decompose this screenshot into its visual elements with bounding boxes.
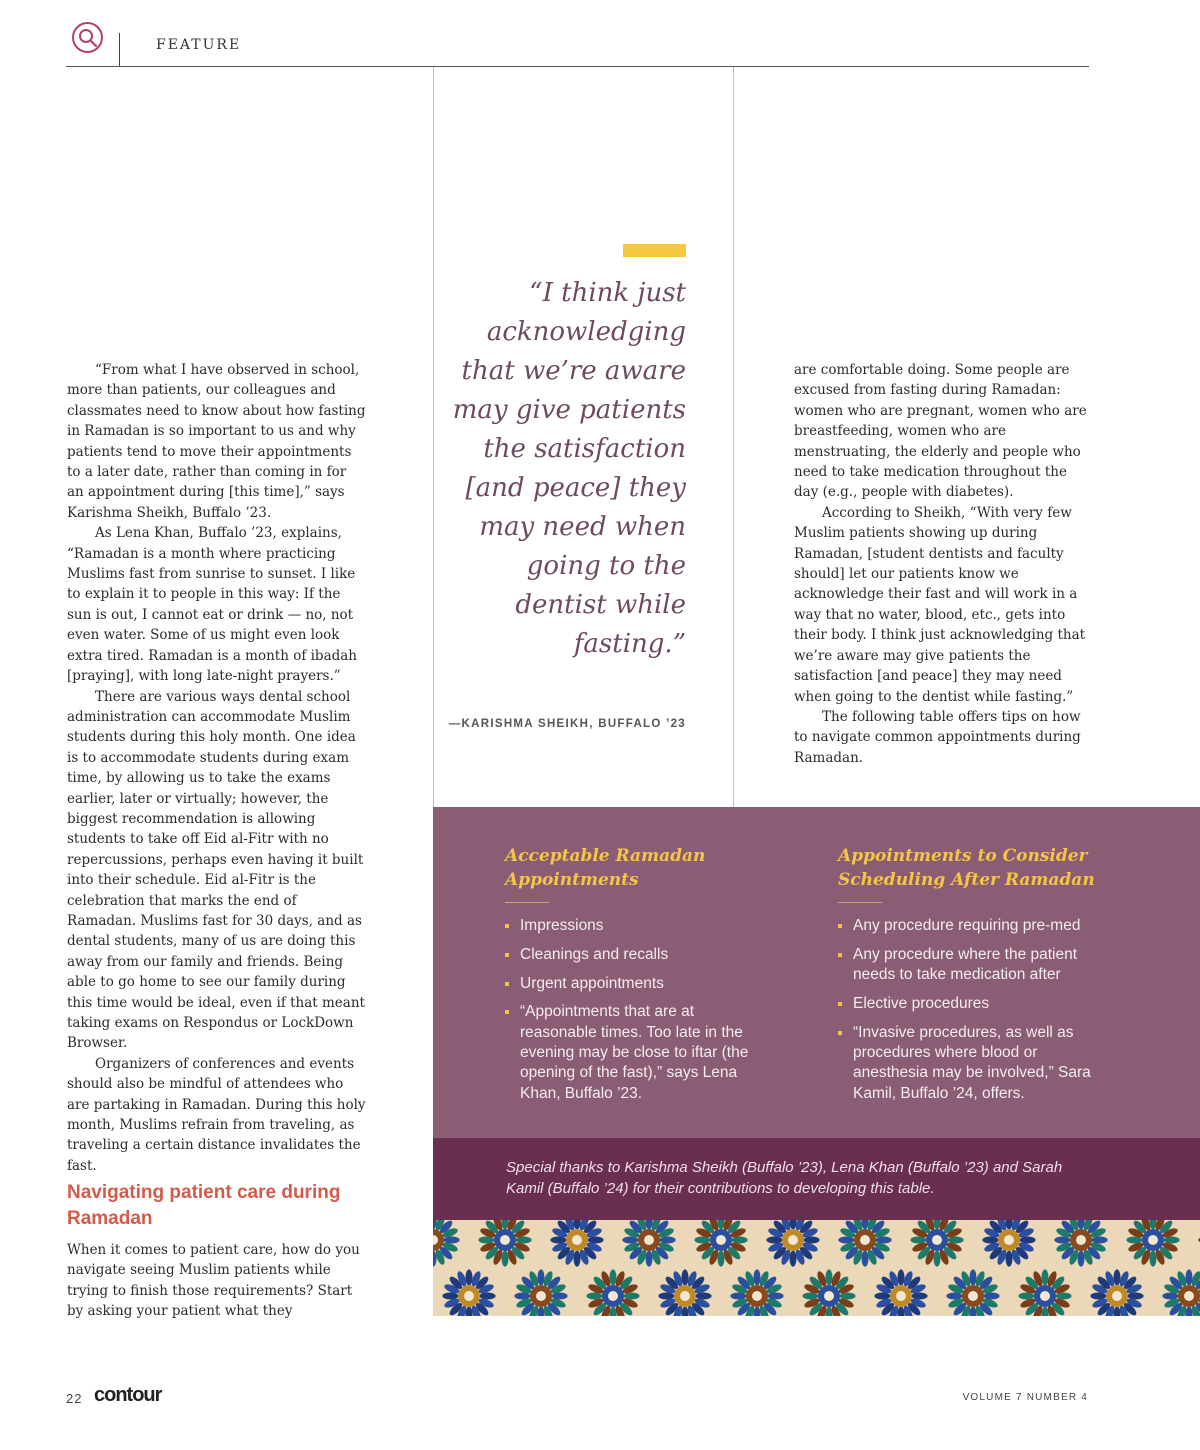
right-paragraph-1: are comfortable doing. Some people are excused from fasting during Ramadan: women who are pregnant, women who are breastfeeding, women who are menstruating, the elderly and people who need to take medication throughout the day (e.g., people with diabetes). <box>794 362 1087 501</box>
subhead-paragraph: When it comes to patient care, how do you navigate seeing Muslim patients while trying to finish those requirements? Start by asking your patient what they <box>67 1242 360 1320</box>
mosaic-petal <box>1090 1293 1106 1300</box>
mosaic-petal <box>874 1293 890 1300</box>
mosaic-petal <box>730 1293 746 1300</box>
mosaic-center <box>824 1291 834 1301</box>
left-paragraph-3: There are various ways dental school administration can accommodate Muslim students during this holy month. One idea is to accommodate students during exam time, by allowing us to take the exams earlier, later or virtually; however, the biggest recommendation is allowing students to take off Eid al-Fitr with no repercussions, perhaps even having it built into their schedule. Eid al-Fitr is the celebration that marks the end of Ramadan. Muslims fast for 30 days, and as dental students, many of us are doing this away from our family and friends. Being able to go home to see our family during this time would be ideal, even if that meant taking exams on Respondus or LockDown Browser. <box>67 688 365 1052</box>
mosaic-petal <box>790 1251 797 1267</box>
list-item: “Appointments that are at reasonable times. Too late in the evening may be close to iftar (the opening of the fast),” says Lena Khan, Buffalo ’23. <box>505 1002 767 1103</box>
mosaic-petal <box>934 1251 941 1267</box>
issue-label: VOLUME 7 NUMBER 4 <box>962 1392 1088 1403</box>
appointments-table <box>433 807 1200 1138</box>
list-item: Elective procedures <box>838 994 1098 1014</box>
mosaic-petal <box>1162 1293 1178 1300</box>
left-column <box>67 360 367 1176</box>
mosaic-petal <box>514 1293 530 1300</box>
mosaic-petal <box>1018 1293 1034 1300</box>
mosaic-petal <box>982 1237 998 1244</box>
left-paragraph-2: As Lena Khan, Buffalo ’23, explains, “Ramadan is a month where practicing Muslims fast from sunrise to sunset. I like to explain it to people in this way: If the sun is out, I cannot eat or drink — no, not even water. Some of us might even look extra tired. Ramadan is a month of ibadah [praying], with long late-night prayers.” <box>67 525 357 685</box>
mosaic-center <box>1184 1291 1194 1301</box>
mosaic-petal <box>1150 1251 1157 1267</box>
mosaic-petal <box>444 1237 460 1244</box>
mosaic-petal <box>1126 1237 1142 1244</box>
after-ramadan-list <box>838 916 1098 1112</box>
list-item: Urgent appointments <box>505 974 767 994</box>
mosaic-center <box>644 1235 654 1245</box>
mosaic-petal <box>718 1251 725 1267</box>
mosaic-petal <box>696 1293 712 1300</box>
mosaic-center <box>716 1235 726 1245</box>
mosaic-center <box>572 1235 582 1245</box>
mosaic-center <box>1112 1291 1122 1301</box>
section-label: FEATURE <box>156 37 242 53</box>
mosaic-center <box>896 1291 906 1301</box>
mosaic-petal <box>826 1269 833 1285</box>
mosaic-petal <box>1092 1237 1108 1244</box>
acceptable-heading: Acceptable Ramadan Appointments <box>505 846 706 890</box>
brand-logo: contour <box>94 1384 162 1406</box>
mosaic-petal <box>1164 1237 1180 1244</box>
bullet-icon <box>838 953 842 957</box>
list-item: Any procedure requiring pre-med <box>838 916 1098 936</box>
mosaic-petal <box>550 1237 566 1244</box>
quote-accent-bar <box>623 244 686 257</box>
left-paragraph-1: “From what I have observed in school, more than patients, our colleagues and classmates need to know about how fasting in Ramadan is so important to us and why patients tend to move their appointments to a later date, rather than coming in for an appointment during [this time],” says Karishma Sheikh, Buffalo ’23. <box>67 362 366 521</box>
mosaic-petal <box>984 1293 1000 1300</box>
mosaic-petal <box>466 1269 473 1285</box>
mosaic-petal <box>898 1269 905 1285</box>
mosaic-petal <box>610 1269 617 1285</box>
pull-quote: “I think just acknowledging that we’re aware may give patients the satisfaction [and peace] they may need when going to the dentist while fasting.” <box>452 278 686 659</box>
mosaic-center <box>932 1235 942 1245</box>
subhead-column <box>67 1240 367 1322</box>
mosaic-petal <box>754 1269 761 1285</box>
mosaic-petal <box>624 1293 640 1300</box>
mosaic-petal <box>802 1293 818 1300</box>
right-column <box>794 360 1094 768</box>
header-divider <box>119 33 120 67</box>
mosaic-petal <box>768 1293 784 1300</box>
mosaic-petal <box>1186 1269 1193 1285</box>
thanks-note: Special thanks to Karishma Sheikh (Buffalo ’23), Lena Khan (Buffalo ’23) and Sarah Kamil (Buffalo ’24) for their contributions to developing this table. <box>506 1159 1063 1197</box>
mosaic-petal <box>910 1237 926 1244</box>
mosaic-petal <box>946 1293 962 1300</box>
mosaic-petal <box>1128 1293 1144 1300</box>
mosaic-petal <box>682 1269 689 1285</box>
page-number: 22 <box>66 1391 83 1406</box>
mosaic-petal <box>586 1293 602 1300</box>
mosaic-center <box>1148 1235 1158 1245</box>
bullet-icon <box>505 982 509 986</box>
mosaic-petal <box>552 1293 568 1300</box>
mosaic-petal <box>1114 1269 1121 1285</box>
mosaic-tile-image <box>433 1220 1200 1316</box>
mosaic-petal <box>732 1237 748 1244</box>
mosaic-petal <box>646 1251 653 1267</box>
mosaic-petal <box>1078 1251 1085 1267</box>
mosaic-petal <box>478 1237 494 1244</box>
mosaic-center <box>1004 1235 1014 1245</box>
pull-quote-attribution: —KARISHMA SHEIKH, BUFFALO ’23 <box>448 718 686 730</box>
mosaic-pattern <box>433 1220 1200 1316</box>
search-icon <box>72 22 103 53</box>
bullet-icon <box>505 924 509 928</box>
mosaic-petal <box>912 1293 928 1300</box>
bullet-icon <box>838 1002 842 1006</box>
mosaic-center <box>500 1235 510 1245</box>
mosaic-petal <box>766 1237 782 1244</box>
mosaic-petal <box>480 1293 496 1300</box>
mosaic-petal <box>660 1237 676 1244</box>
left-paragraph-4: Organizers of conferences and events should also be mindful of attendees who are partaking in Ramadan. During this holy month, Muslims refrain from traveling, as traveling a certain distance invalidates the fast. <box>67 1055 366 1174</box>
mosaic-center <box>608 1291 618 1301</box>
mosaic-center <box>464 1291 474 1301</box>
mosaic-petal <box>838 1237 854 1244</box>
mosaic-petal <box>1054 1237 1070 1244</box>
mosaic-center <box>752 1291 762 1301</box>
mosaic-center <box>1040 1291 1050 1301</box>
section-subhead: Navigating patient care during Ramadan <box>67 1182 341 1229</box>
after-ramadan-heading: Appointments to Consider Scheduling After Ramadan <box>838 846 1095 890</box>
mosaic-center <box>680 1291 690 1301</box>
list-item: Cleanings and recalls <box>505 945 767 965</box>
mosaic-petal <box>970 1269 977 1285</box>
acceptable-list <box>505 916 767 1112</box>
mosaic-petal <box>502 1251 509 1267</box>
right-paragraph-3: The following table offers tips on how to navigate common appointments during Ramadan. <box>794 708 1081 766</box>
mosaic-petal <box>1056 1293 1072 1300</box>
mosaic-center <box>536 1291 546 1301</box>
bullet-icon <box>838 924 842 928</box>
mosaic-petal <box>574 1251 581 1267</box>
mosaic-petal <box>804 1237 820 1244</box>
bullet-icon <box>505 953 509 957</box>
list-item: Impressions <box>505 916 767 936</box>
bullet-icon <box>505 1010 509 1014</box>
list-item: “Invasive procedures, as well as procedures where blood or anesthesia may be involved,” Sara Kamil, Buffalo ’24, offers. <box>838 1023 1098 1104</box>
mosaic-petal <box>588 1237 604 1244</box>
bullet-icon <box>838 1031 842 1035</box>
mosaic-petal <box>1020 1237 1036 1244</box>
mosaic-petal <box>694 1237 710 1244</box>
column-rule-right <box>733 67 734 807</box>
mosaic-center <box>860 1235 870 1245</box>
mosaic-petal <box>516 1237 532 1244</box>
mosaic-petal <box>538 1269 545 1285</box>
mosaic-petal <box>442 1293 458 1300</box>
mosaic-center <box>968 1291 978 1301</box>
column-rule-left <box>433 67 434 807</box>
mosaic-petal <box>876 1237 892 1244</box>
mosaic-petal <box>1042 1269 1049 1285</box>
mosaic-petal <box>840 1293 856 1300</box>
acceptable-heading-rule <box>505 902 549 903</box>
mosaic-center <box>788 1235 798 1245</box>
right-paragraph-2: According to Sheikh, “With very few Muslim patients showing up during Ramadan, [student dentists and faculty should] let our patients know we acknowledge their fast and will work in a way that no water, blood, etc., gets into their body. I think just acknowledging that we’re aware may give patients the satisfaction [and peace] they may need when going to the dentist while fasting.” <box>794 504 1086 705</box>
list-item: Any procedure where the patient needs to take medication after <box>838 945 1098 986</box>
header-rule <box>66 66 1089 67</box>
mosaic-petal <box>948 1237 964 1244</box>
mosaic-petal <box>658 1293 674 1300</box>
mosaic-center <box>1076 1235 1086 1245</box>
after-heading-rule <box>838 902 882 903</box>
mosaic-petal <box>1006 1251 1013 1267</box>
mosaic-petal <box>622 1237 638 1244</box>
mosaic-petal <box>862 1251 869 1267</box>
